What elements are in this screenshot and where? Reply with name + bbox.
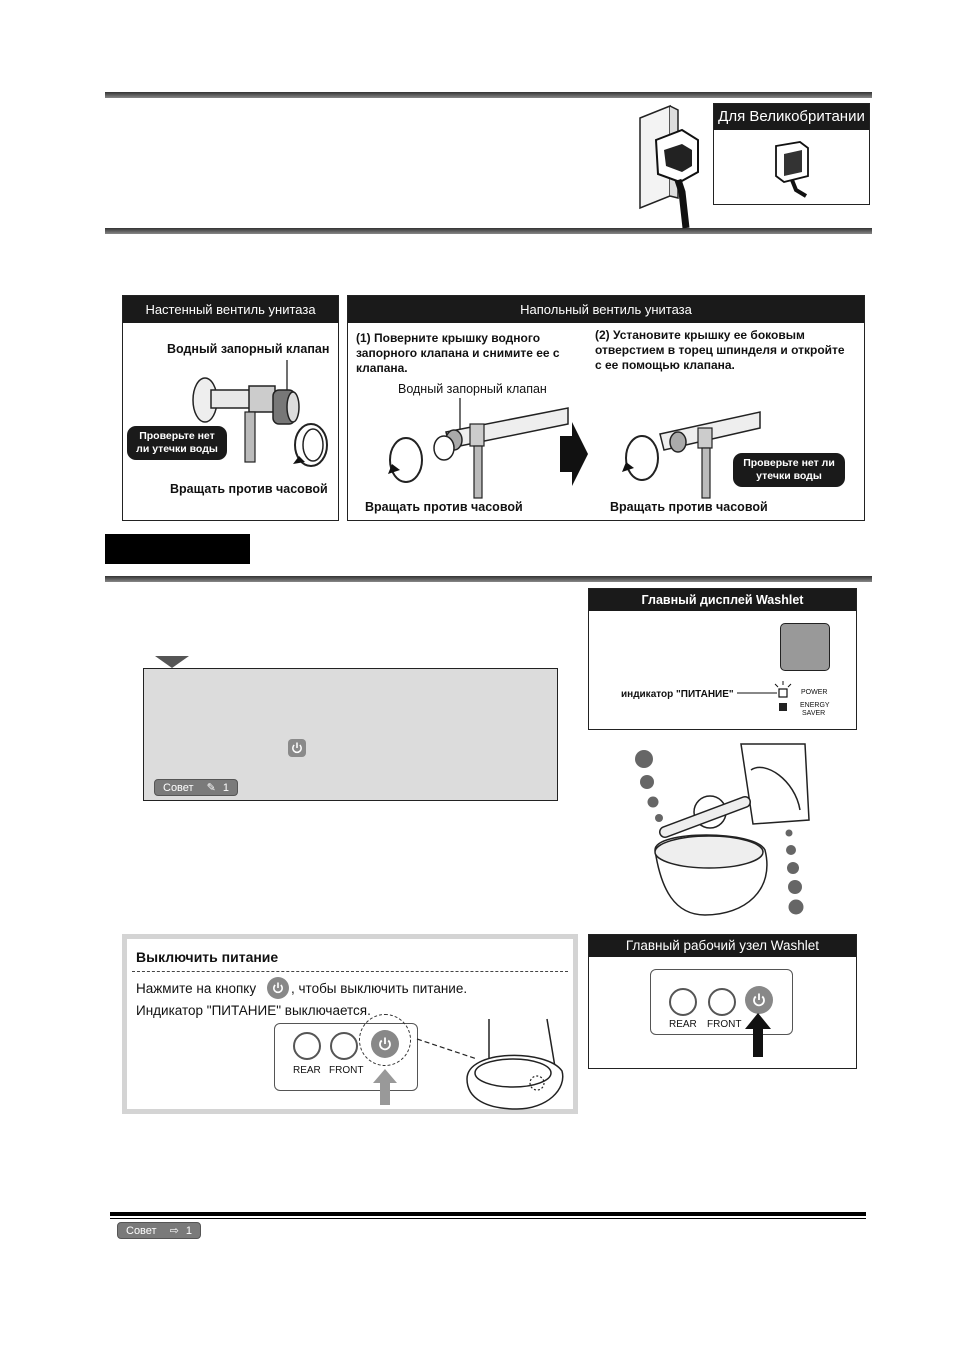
wall-valve-label: Водный запорный клапан bbox=[167, 342, 330, 356]
wall-leak-check-pill: Проверьте нет ли утечки воды bbox=[127, 426, 227, 460]
floor-step-2: (2) Установите крышку ее боковым отверстием в торец шпинделя и откройте с ее помощью клапана. bbox=[595, 328, 845, 372]
front-label: FRONT bbox=[707, 1019, 742, 1030]
power-off-title: Выключить питание bbox=[136, 949, 279, 965]
energy-label-2: SAVER bbox=[802, 710, 826, 717]
toilet-washlet-illustration bbox=[625, 740, 815, 920]
section-black-label bbox=[105, 534, 250, 564]
indicator-lights-icon bbox=[737, 681, 797, 715]
floor-leak-check-pill: Проверьте нет ли утечки воды bbox=[733, 453, 845, 487]
power-symbol-icon bbox=[752, 993, 766, 1007]
front-label: FRONT bbox=[329, 1065, 364, 1076]
display-panel-header: Главный дисплей Washlet bbox=[589, 589, 856, 611]
tip-badge bbox=[154, 779, 238, 796]
wall-rotate-label: Вращать против часовой bbox=[170, 482, 328, 496]
front-button[interactable] bbox=[708, 988, 736, 1016]
power-off-inline-button bbox=[267, 977, 289, 999]
floor-valve-illustration-left bbox=[388, 398, 568, 498]
power-off-line1-a: Нажмите на кнопку bbox=[136, 981, 257, 996]
arrow-right-icon bbox=[558, 422, 590, 486]
floor-step-1: (1) Поверните крышку водного запорного клапана и снимите ее с клапана. bbox=[356, 331, 560, 375]
section-rule-3 bbox=[105, 576, 872, 582]
control-unit-panel bbox=[588, 934, 857, 1069]
plug-socket-illustration bbox=[630, 100, 710, 228]
rear-label: REAR bbox=[293, 1065, 321, 1076]
rear-button[interactable] bbox=[293, 1032, 321, 1060]
power-symbol-icon bbox=[291, 742, 303, 754]
rear-label: REAR bbox=[669, 1019, 697, 1030]
floor-valve-header: Напольный вентиль унитаза bbox=[348, 296, 864, 323]
power-off-line1-b: , чтобы выключить питание. bbox=[291, 981, 468, 996]
power-label: POWER bbox=[801, 689, 828, 696]
front-button[interactable] bbox=[330, 1032, 358, 1060]
uk-plug-icon bbox=[746, 138, 826, 200]
up-arrow-icon bbox=[745, 1013, 771, 1057]
footer-badge-num: 1 bbox=[185, 1225, 193, 1237]
top-rule bbox=[105, 92, 872, 98]
uk-box-title: Для Великобритании bbox=[714, 104, 869, 130]
power-off-line2: Индикатор "ПИТАНИЕ" выключается. bbox=[136, 1003, 371, 1018]
power-off-inner bbox=[127, 939, 573, 1109]
power-button-icon bbox=[288, 739, 306, 757]
footer-tip-badge bbox=[117, 1222, 201, 1239]
power-indicator-label: индикатор "ПИТАНИЕ" bbox=[621, 689, 734, 700]
footer-rule-thick bbox=[110, 1212, 866, 1216]
power-symbol-icon bbox=[272, 982, 284, 994]
floor-rotate-right: Вращать против часовой bbox=[610, 500, 768, 514]
energy-label-1: ENERGY bbox=[800, 702, 830, 709]
footer-rule-thin bbox=[110, 1218, 866, 1219]
floor-rotate-left: Вращать против часовой bbox=[365, 500, 523, 514]
power-button[interactable] bbox=[371, 1030, 399, 1058]
arrow-right-outline-icon: ⇨ bbox=[169, 1225, 179, 1237]
control-unit-header: Главный рабочий узел Washlet bbox=[589, 935, 856, 957]
rear-button[interactable] bbox=[669, 988, 697, 1016]
floor-valve-panel bbox=[347, 295, 865, 521]
rotate-ccw-icon bbox=[291, 420, 331, 470]
footer-badge-label: Совет bbox=[126, 1225, 157, 1237]
tip-badge-label: Совет bbox=[163, 782, 194, 794]
wall-valve-header: Настенный вентиль унитаза bbox=[123, 296, 338, 323]
up-arrow-icon bbox=[373, 1069, 397, 1105]
control-unit-buttons bbox=[650, 969, 793, 1035]
display-panel bbox=[588, 588, 857, 730]
power-off-dashed-divider bbox=[132, 971, 568, 972]
tip-box bbox=[143, 668, 558, 801]
power-off-box bbox=[122, 934, 578, 1114]
uk-box bbox=[713, 103, 870, 205]
display-screen bbox=[780, 623, 830, 671]
toilet-illustration bbox=[417, 1019, 567, 1109]
wall-valve-panel bbox=[122, 295, 339, 521]
power-symbol-icon bbox=[378, 1037, 392, 1051]
floor-valve-label: Водный запорный клапан bbox=[398, 382, 547, 396]
pencil-icon: ✎ bbox=[206, 782, 216, 794]
triangle-down-icon bbox=[155, 656, 189, 668]
tip-badge-num: 1 bbox=[222, 782, 230, 794]
section-rule-2 bbox=[105, 228, 872, 234]
power-button[interactable] bbox=[745, 986, 773, 1014]
